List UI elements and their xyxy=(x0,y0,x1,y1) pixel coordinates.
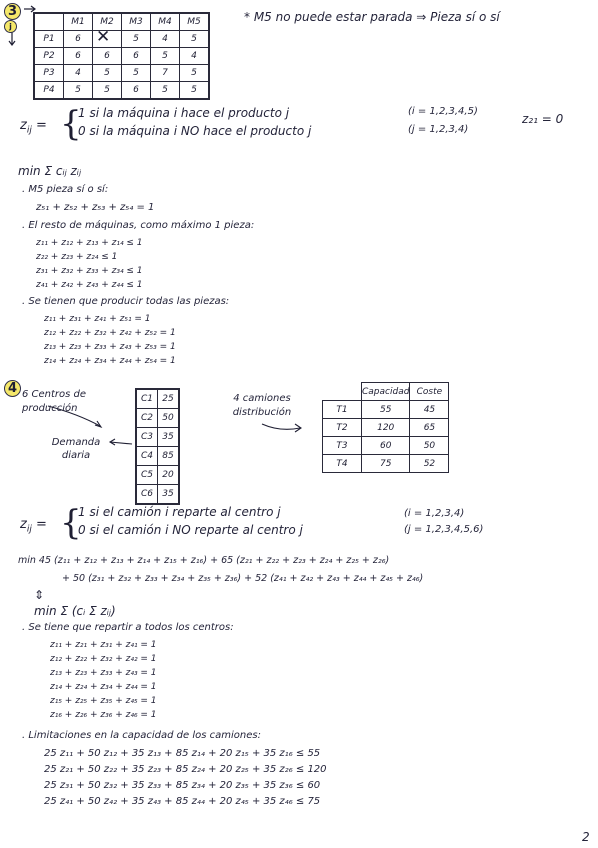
table-cell: C5 xyxy=(136,466,158,485)
table-cell: T3 xyxy=(323,437,362,455)
table-cell: 120 xyxy=(362,419,410,437)
label-camiones: 4 camiones distribución xyxy=(232,393,292,418)
constraint-eq: 25 z₁₁ + 50 z₁₂ + 35 z₁₃ + 85 z₁₄ + 20 z₁₅ + 35 z₁₆ ≤ 55 xyxy=(44,748,321,759)
table-header-cell: Capacidad xyxy=(362,383,410,401)
index-range-j: (j = 1,2,3,4) xyxy=(408,124,469,135)
table-cell: 50 xyxy=(410,437,449,455)
table-cell: 45 xyxy=(410,401,449,419)
table-cell: C4 xyxy=(136,447,158,466)
table-cell: 55 xyxy=(362,401,410,419)
objective-compact: min Σ (cᵢ Σ zᵢⱼ) xyxy=(34,604,116,618)
constraint-eq: 25 z₂₁ + 50 z₂₂ + 35 z₂₃ + 85 z₂₄ + 20 z₂₅ + 35 z₂₆ ≤ 120 xyxy=(44,764,327,775)
variable-z: $z_{ij}$ = xyxy=(20,118,47,136)
table-row xyxy=(136,447,179,466)
objective-function: min Σ cᵢⱼ zᵢⱼ xyxy=(18,164,82,178)
constraint-title-max-one: . El resto de máquinas, como máximo 1 pieza: xyxy=(22,220,255,231)
constraint-title-all-pieces: . Se tienen que producir todas las piezas: xyxy=(22,296,230,307)
variable-subscript: ij xyxy=(26,524,32,535)
table-header-cell: Coste xyxy=(410,383,449,401)
constraint-eq: z₁₄ + z₂₄ + z₃₄ + z₄₄ + z₅₄ = 1 xyxy=(44,356,176,366)
table-cell: C1 xyxy=(136,389,158,409)
constraint-eq: z₁₁ + z₃₁ + z₄₁ + z₅₁ = 1 xyxy=(44,314,151,324)
index-j-marker: j xyxy=(4,20,17,33)
table-cell: T4 xyxy=(323,455,362,473)
constraint-eq: z₁₃ + z₂₃ + z₃₃ + z₄₃ + z₅₃ = 1 xyxy=(44,342,176,352)
table-row xyxy=(34,48,209,65)
label-demanda: Demanda diaria xyxy=(51,437,101,461)
index-range-i: (i = 1,2,3,4,5) xyxy=(408,106,478,117)
constraint-eq: z₁₄ + z₂₄ + z₃₄ + z₄₄ = 1 xyxy=(50,682,157,692)
table-cell: 65 xyxy=(410,419,449,437)
table-header-cell: M3 xyxy=(122,13,151,31)
definition-line-2: 0 si la máquina i NO hace el producto j xyxy=(78,124,312,138)
table-cell: 5 xyxy=(180,82,210,100)
constraint-eq: z₁₁ + z₂₁ + z₃₁ + z₄₁ = 1 xyxy=(50,640,157,650)
constraint-eq: z₁₁ + z₁₂ + z₁₃ + z₁₄ ≤ 1 xyxy=(36,238,143,248)
note-m5: * M5 no puede estar parada ⇒ Pieza sí o sí xyxy=(244,10,500,24)
objective-line-1: min 45 (z₁₁ + z₁₂ + z₁₃ + z₁₄ + z₁₅ + z₁₆) + 65 (z₂₁ + z₂₂ + z₂₃ + z₂₄ + z₂₅ + z₂₆) xyxy=(18,555,390,566)
table-cell: 4 xyxy=(151,31,180,48)
table-header-cell: M1 xyxy=(64,13,93,31)
objective-line-2: + 50 (z₃₁ + z₃₂ + z₃₃ + z₃₄ + z₃₅ + z₃₆) + 52 (z₄₁ + z₄₂ + z₄₃ + z₄₄ + z₄₅ + z₄₆) xyxy=(62,573,424,584)
table-cell: C3 xyxy=(136,428,158,447)
cross-mark-icon: ✕ xyxy=(96,27,111,47)
table-cell: 60 xyxy=(362,437,410,455)
variable-subscript: ij xyxy=(26,125,32,136)
constraint-title-capacity: . Limitaciones en la capacidad de los camiones: xyxy=(22,730,261,741)
constraint-eq: z₁₂ + z₂₂ + z₃₂ + z₄₂ + z₅₂ = 1 xyxy=(44,328,176,338)
constraint-title-all-centers: . Se tiene que repartir a todos los centros: xyxy=(22,622,234,633)
constraint-eq: z₁₆ + z₂₆ + z₃₆ + z₄₆ = 1 xyxy=(50,710,157,720)
table-cell: T2 xyxy=(323,419,362,437)
table-header-row xyxy=(323,383,449,401)
table-row xyxy=(323,455,449,473)
table-cell: 6 xyxy=(64,31,93,48)
page-number: 2 xyxy=(582,830,590,844)
table-header-cell: M5 xyxy=(180,13,210,31)
table-cell: C2 xyxy=(136,409,158,428)
table-cell: 5 xyxy=(122,65,151,82)
definition-line-1: 1 si la máquina i hace el producto j xyxy=(78,106,290,120)
table-cell: 5 xyxy=(93,82,122,100)
section-number-4: 4 xyxy=(4,380,21,397)
table-row xyxy=(323,437,449,455)
table-cell: 5 xyxy=(122,31,151,48)
machine-product-cost-table xyxy=(33,12,210,100)
table-cell: 5 xyxy=(64,82,93,100)
table-cell: 5 xyxy=(151,82,180,100)
table-row xyxy=(34,65,209,82)
table-cell: 35 xyxy=(158,485,180,505)
constraint-eq: z₅₁ + z₅₂ + z₅₃ + z₅₄ = 1 xyxy=(36,202,155,213)
table-row xyxy=(34,82,209,100)
table-row xyxy=(136,409,179,428)
table-header-cell xyxy=(34,13,64,31)
table-cell: 75 xyxy=(362,455,410,473)
table-cell: 4 xyxy=(64,65,93,82)
centers-demand-table xyxy=(135,388,180,505)
variable-symbol: z xyxy=(20,517,27,532)
definition-line-1: 1 si el camión i reparte al centro j xyxy=(78,505,281,519)
table-cell: C6 xyxy=(136,485,158,505)
table-cell: 20 xyxy=(158,466,180,485)
constraint-eq: z₁₃ + z₂₃ + z₃₃ + z₄₃ = 1 xyxy=(50,668,157,678)
table-row xyxy=(34,31,209,48)
table-header-cell: M4 xyxy=(151,13,180,31)
table-cell: 6 xyxy=(122,82,151,100)
table-cell: P4 xyxy=(34,82,64,100)
table-cell: 6 xyxy=(122,48,151,65)
table-cell: 6 xyxy=(93,48,122,65)
constraint-eq: z₄₁ + z₄₂ + z₄₃ + z₄₄ ≤ 1 xyxy=(36,280,143,290)
table-row xyxy=(323,419,449,437)
label-centros: 6 Centros de producción xyxy=(22,389,87,414)
z21-zero: z₂₁ = 0 xyxy=(522,112,564,126)
table-cell: P2 xyxy=(34,48,64,65)
table-cell: 5 xyxy=(180,65,210,82)
index-range-i: (i = 1,2,3,4) xyxy=(404,508,465,519)
table-row xyxy=(136,466,179,485)
table-row xyxy=(136,389,179,409)
table-cell: 52 xyxy=(410,455,449,473)
constraint-eq: 25 z₃₁ + 50 z₃₂ + 35 z₃₃ + 85 z₃₄ + 20 z₃₅ + 35 z₃₆ ≤ 60 xyxy=(44,780,321,791)
table-cell: 5 xyxy=(180,31,210,48)
constraint-title-m5: . M5 pieza sí o sí: xyxy=(22,184,109,195)
table-cell: 6 xyxy=(64,48,93,65)
table-row xyxy=(136,485,179,505)
table-cell: 7 xyxy=(151,65,180,82)
constraint-eq: z₁₅ + z₂₅ + z₃₅ + z₄₅ = 1 xyxy=(50,696,157,706)
definition-line-2: 0 si el camión i NO reparte al centro j xyxy=(78,523,303,537)
equivalence-arrow-icon: ⇕ xyxy=(34,588,45,602)
table-header-cell xyxy=(323,383,362,401)
table-cell: 35 xyxy=(158,428,180,447)
trucks-table xyxy=(322,382,449,473)
index-range-j: (j = 1,2,3,4,5,6) xyxy=(404,524,484,535)
table-header-cell: M2 xyxy=(93,13,122,31)
table-cell: 5 xyxy=(151,48,180,65)
constraint-eq: z₃₁ + z₃₂ + z₃₃ + z₃₄ ≤ 1 xyxy=(36,266,143,276)
table-row xyxy=(323,401,449,419)
brace-icon: { xyxy=(60,503,82,543)
table-row xyxy=(136,428,179,447)
variable-z: $z_{ij}$ = xyxy=(20,517,47,535)
table-cell: P3 xyxy=(34,65,64,82)
table-cell: 50 xyxy=(158,409,180,428)
constraint-eq: 25 z₄₁ + 50 z₄₂ + 35 z₄₃ + 85 z₄₄ + 20 z₄₅ + 35 z₄₆ ≤ 75 xyxy=(44,796,321,807)
table-cell: 4 xyxy=(180,48,210,65)
table-cell: 85 xyxy=(158,447,180,466)
constraint-eq: z₂₂ + z₂₃ + z₂₄ ≤ 1 xyxy=(36,252,118,262)
table-header-row xyxy=(34,13,209,31)
table-cell: P1 xyxy=(34,31,64,48)
table-cell: T1 xyxy=(323,401,362,419)
table-cell: 25 xyxy=(158,389,180,409)
variable-symbol: z xyxy=(20,118,27,133)
constraint-eq: z₁₂ + z₂₂ + z₃₂ + z₄₂ = 1 xyxy=(50,654,157,664)
brace-icon: { xyxy=(60,104,82,144)
section-number-3: 3 xyxy=(4,3,21,20)
table-cell: 5 xyxy=(93,65,122,82)
